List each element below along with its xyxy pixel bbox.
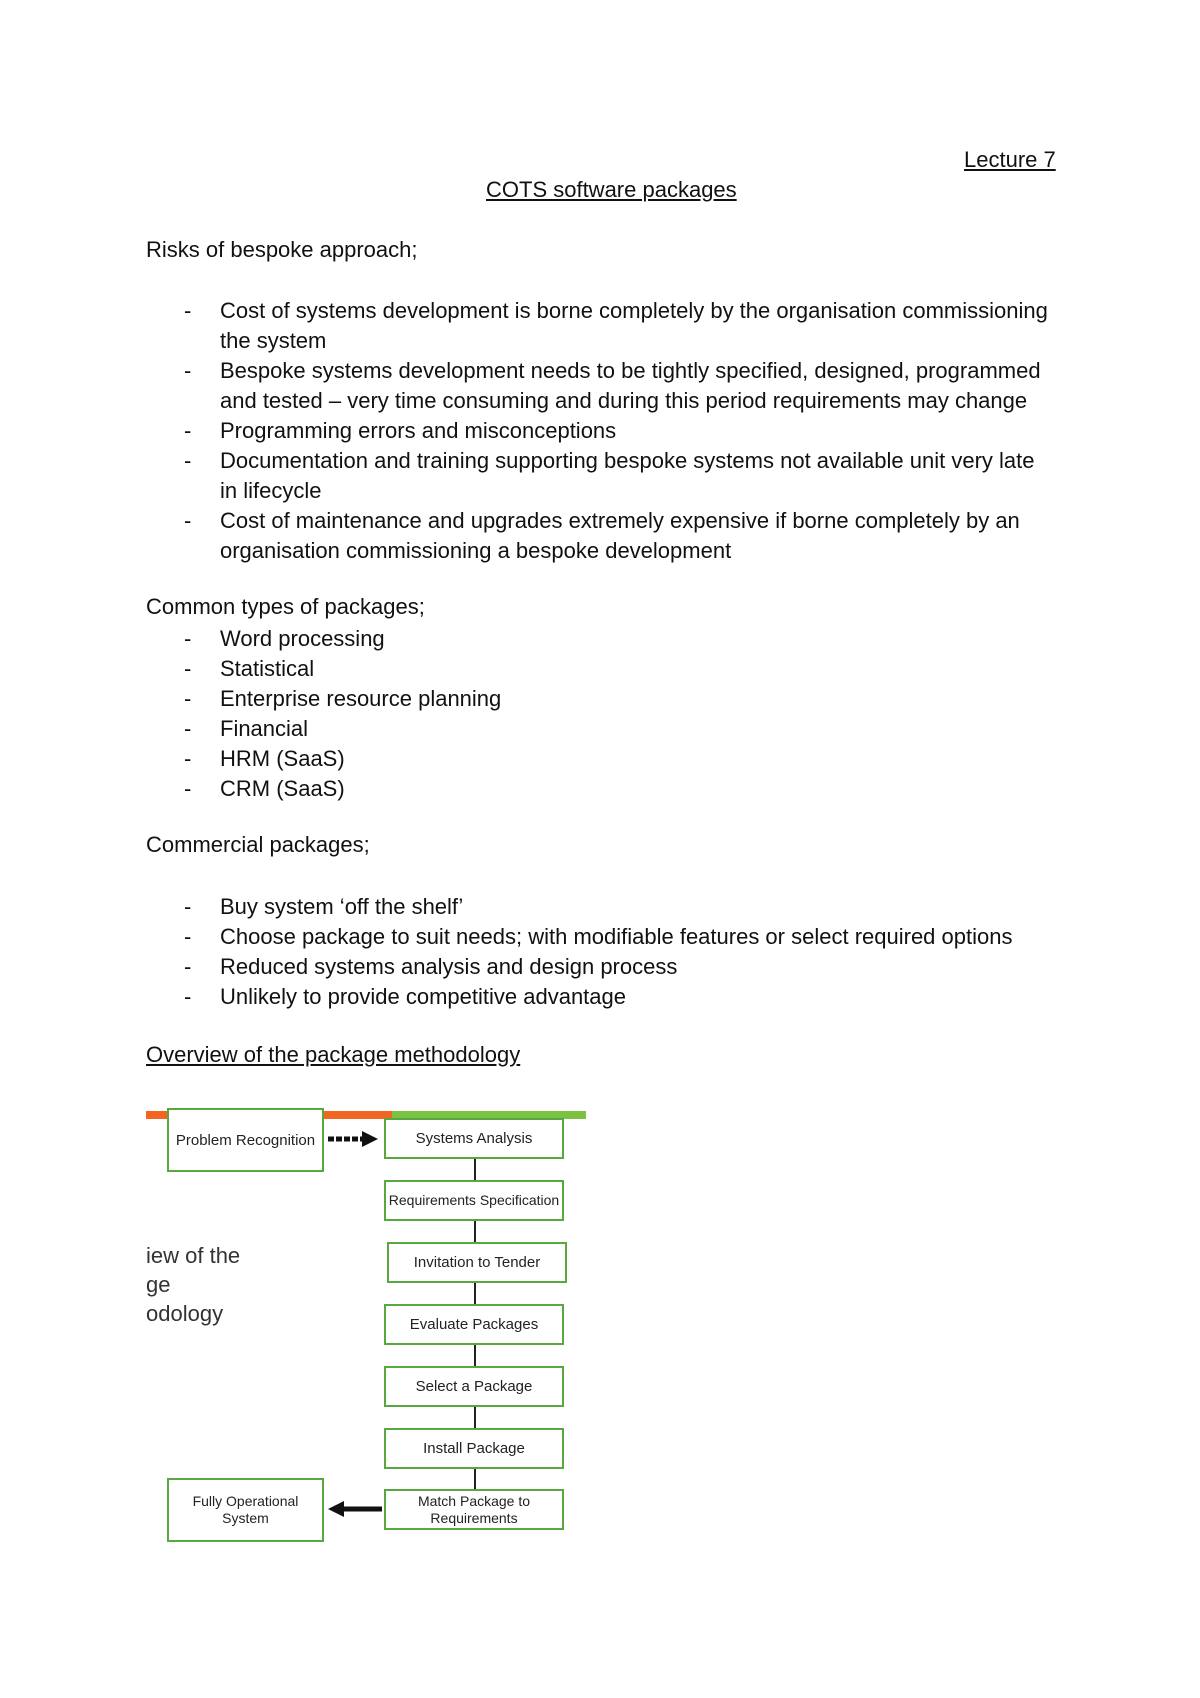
package-type-item	[146, 654, 1066, 684]
dash-bullet: -	[184, 954, 192, 979]
step-select-a-package: Select a Package	[384, 1366, 564, 1407]
risks-list	[146, 296, 1066, 566]
risk-item-text: Bespoke systems development needs to be tightly specified, designed, programmed	[220, 358, 1041, 383]
commercial-item	[146, 982, 1066, 1012]
package-type-item-text: Enterprise resource planning	[220, 686, 502, 711]
commercial-item-text: Unlikely to provide competitive advantage	[220, 984, 627, 1009]
cut-text-line-3: odology	[146, 1301, 224, 1326]
right-arrow-icon	[324, 1128, 380, 1150]
dash-bullet: -	[184, 776, 192, 801]
dash-bullet: -	[184, 984, 192, 1009]
dash-bullet: -	[184, 448, 192, 473]
overview-heading: Overview of the package methodology	[146, 1042, 521, 1067]
risk-item-text: Cost of maintenance and upgrades extremely expensive if borne completely by an	[220, 508, 1020, 533]
risks-heading: Risks of bespoke approach;	[146, 237, 418, 262]
step-install-package: Install Package	[384, 1428, 564, 1469]
step-systems-analysis: Systems Analysis	[384, 1118, 564, 1159]
dash-bullet: -	[184, 686, 192, 711]
risk-item	[146, 296, 1066, 356]
types-heading: Common types of packages;	[146, 594, 425, 619]
package-type-item	[146, 684, 1066, 714]
dash-bullet: -	[184, 746, 192, 771]
package-type-item	[146, 624, 1066, 654]
methodology-diagram	[146, 1108, 586, 1548]
commercial-item	[146, 922, 1066, 952]
connector	[474, 1283, 476, 1304]
risk-item	[146, 356, 1066, 416]
step-requirements-specification: Requirements Specification	[384, 1180, 564, 1221]
cut-text-line-1: iew of the	[146, 1243, 241, 1268]
connector	[474, 1469, 476, 1489]
dash-bullet: -	[184, 894, 192, 919]
risk-item-text: Cost of systems development is borne completely by the organisation commissioning	[220, 298, 1048, 323]
risk-item-text: Programming errors and misconceptions	[220, 418, 617, 443]
risk-item-text: in lifecycle	[220, 478, 322, 503]
commercial-item	[146, 892, 1066, 922]
commercial-item-text: Reduced systems analysis and design process	[220, 954, 678, 979]
package-type-item	[146, 774, 1066, 804]
risk-item-text: the system	[220, 328, 327, 353]
dash-bullet: -	[184, 508, 192, 533]
dash-bullet: -	[184, 298, 192, 323]
step-match-package: Match Package to Requirements	[384, 1489, 564, 1530]
connector	[474, 1159, 476, 1180]
risk-item-text: Documentation and training supporting bespoke systems not available unit very late	[220, 448, 1035, 473]
package-type-item-text: Statistical	[220, 656, 315, 681]
left-arrow-icon	[326, 1498, 384, 1520]
dash-bullet: -	[184, 924, 192, 949]
commercial-item	[146, 952, 1066, 982]
cut-text-line-2: ge	[146, 1272, 171, 1297]
types-list	[146, 624, 1066, 804]
step-evaluate-packages: Evaluate Packages	[384, 1304, 564, 1345]
dash-bullet: -	[184, 418, 192, 443]
risk-item	[146, 446, 1066, 506]
commercial-heading: Commercial packages;	[146, 832, 370, 857]
commercial-item-text: Buy system ‘off the shelf’	[220, 894, 464, 919]
dash-bullet: -	[184, 358, 192, 383]
package-type-item-text: CRM (SaaS)	[220, 776, 345, 801]
package-type-item	[146, 744, 1066, 774]
page-title: COTS software packages	[486, 177, 737, 202]
package-type-item	[146, 714, 1066, 744]
risk-item-text: and tested – very time consuming and during this period requirements may change	[220, 388, 1028, 413]
problem-recognition-box: Problem Recognition	[167, 1108, 324, 1172]
risk-item	[146, 506, 1066, 566]
connector	[474, 1345, 476, 1366]
connector	[474, 1221, 476, 1242]
lecture-number: Lecture 7	[964, 147, 1056, 172]
package-type-item-text: HRM (SaaS)	[220, 746, 345, 771]
step-invitation-to-tender: Invitation to Tender	[387, 1242, 567, 1283]
dash-bullet: -	[184, 716, 192, 741]
risk-item-text: organisation commissioning a bespoke development	[220, 538, 732, 563]
package-type-item-text: Financial	[220, 716, 309, 741]
commercial-item-text: Choose package to suit needs; with modifiable features or select required options	[220, 924, 1013, 949]
fully-operational-system-box: Fully Operational System	[167, 1478, 324, 1542]
package-type-item-text: Word processing	[220, 626, 385, 651]
dash-bullet: -	[184, 626, 192, 651]
commercial-list	[146, 892, 1066, 1012]
risk-item	[146, 416, 1066, 446]
dash-bullet: -	[184, 656, 192, 681]
connector	[474, 1407, 476, 1428]
